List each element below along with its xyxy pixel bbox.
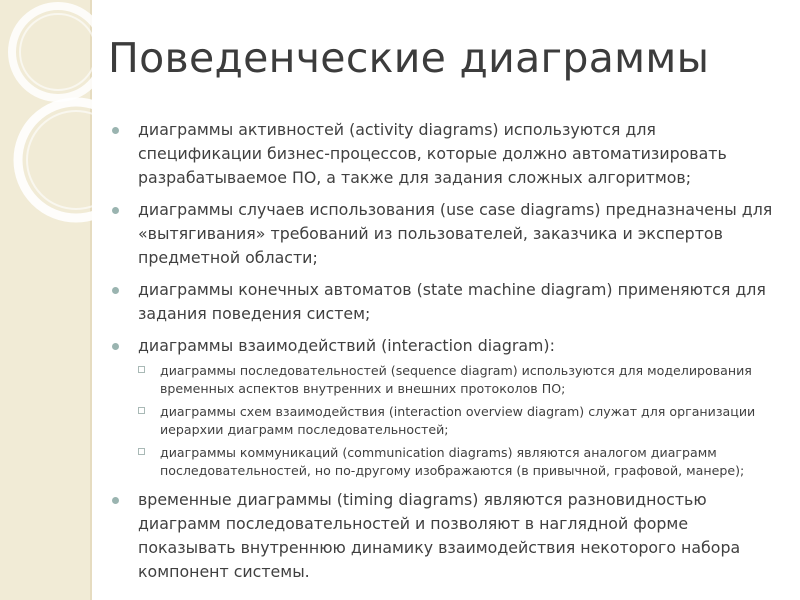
bullet-item	[112, 488, 784, 584]
sub-bullet-item	[138, 362, 784, 398]
bullet-list	[112, 118, 784, 592]
bullet-dot-icon	[112, 127, 119, 134]
sub-bullet-square-icon	[138, 366, 145, 373]
bullet-text: диаграммы активностей (activity diagrams) используются для спецификации бизнес-процессов, которые должно автоматизировать разрабатываемое ПО, а также для задания сложных алгоритмов;	[138, 120, 727, 187]
bullet-item	[112, 198, 784, 270]
sub-bullet-text: диаграммы коммуникаций (communication diagrams) являются аналогом диаграмм последовательностей, но по-другому изображаются (в привычной, графовой, манере);	[160, 445, 745, 478]
bullet-item	[112, 118, 784, 190]
bullet-item	[112, 334, 784, 480]
bullet-text: временные диаграммы (timing diagrams) являются разновидностью диаграмм последовательностей и позволяют в наглядной форме показывать внутреннюю динамику взаимодействия некоторого набора компонент системы.	[138, 490, 741, 581]
sub-bullet-square-icon	[138, 407, 145, 414]
bullet-text: диаграммы взаимодействий (interaction diagram):	[138, 336, 555, 355]
bullet-item	[112, 278, 784, 326]
sub-bullet-list	[138, 362, 784, 480]
sub-bullet-item	[138, 444, 784, 480]
bullet-text: диаграммы конечных автоматов (state machine diagram) применяются для задания поведения систем;	[138, 280, 766, 323]
sub-bullet-item	[138, 403, 784, 439]
slide-title: Поведенческие диаграммы	[108, 34, 710, 82]
sub-bullet-square-icon	[138, 448, 145, 455]
sub-bullet-text: диаграммы последовательностей (sequence diagram) используются для моделирования временных аспектов внутренних и внешних протоколов ПО;	[160, 363, 752, 396]
sub-bullet-text: диаграммы схем взаимодействия (interaction overview diagram) служат для организации иерархии диаграмм последовательностей;	[160, 404, 756, 437]
bullet-dot-icon	[112, 343, 119, 350]
bullet-dot-icon	[112, 497, 119, 504]
bullet-dot-icon	[112, 207, 119, 214]
bullet-dot-icon	[112, 287, 119, 294]
bullet-text: диаграммы случаев использования (use case diagrams) предназначены для «вытягивания» требований из пользователей, заказчика и экспертов предметной области;	[138, 200, 773, 267]
